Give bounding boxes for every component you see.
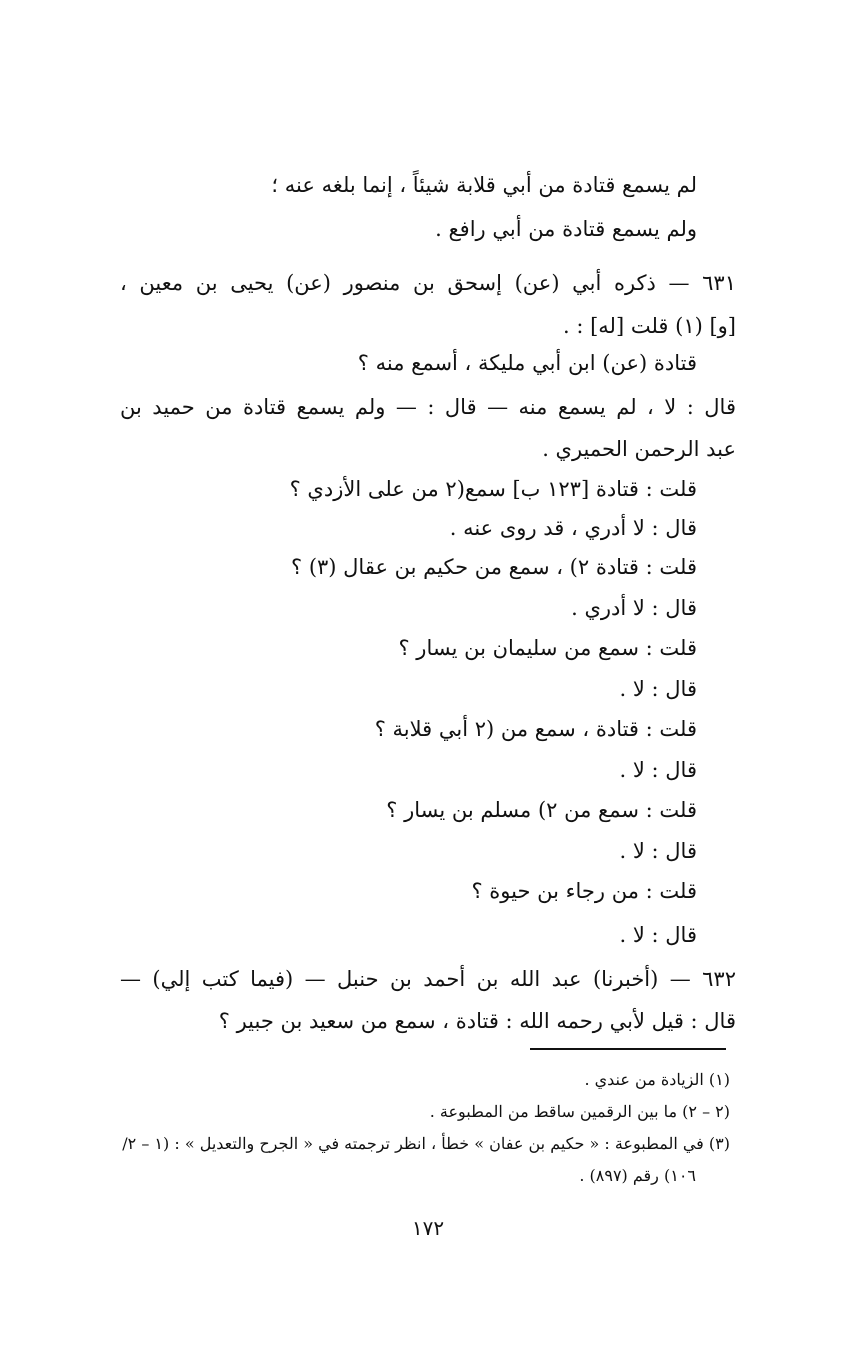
text-line: قال : لا أدري ، قد روى عنه . (449, 516, 697, 540)
footnote-separator (530, 1048, 726, 1050)
text-line: قال : لا ، لم يسمع منه — قال : — ولم يسمع قتادة من حميد بن (120, 395, 736, 419)
entry-632-heading: ٦٣٢ — (أخبرنا) عبد الله بن أحمد بن حنبل — (فيما كتب إلي) — (120, 967, 736, 991)
text-line: لم يسمع قتادة من أبي قلابة شيئاً ، إنما بلغه عنه ؛ (271, 173, 697, 197)
text-line: قال : لا . (619, 923, 697, 947)
footnote-3-continuation: ١٠٦) رقم (٨٩٧) . (579, 1166, 696, 1185)
entry-631-heading: ٦٣١ — ذكره أبي (عن) إسحق بن منصور (عن) يحيى بن معين ، (120, 271, 736, 295)
text-line: قلت : من رجاء بن حيوة ؟ (471, 879, 697, 903)
text-line: قال : قيل لأبي رحمه الله : قتادة ، سمع من سعيد بن جبير ؟ (218, 1009, 736, 1033)
page-number: ١٧٢ (411, 1216, 445, 1240)
text-line: قال : لا . (619, 839, 697, 863)
text-line: [و] (١) قلت [له] : . (563, 314, 736, 338)
text-line: قلت : سمع من سليمان بن يسار ؟ (398, 636, 697, 660)
text-line: قتادة (عن) ابن أبي مليكة ، أسمع منه ؟ (357, 351, 697, 375)
footnote-1: (١) الزيادة من عندي . (584, 1070, 730, 1089)
text-line: قال : لا . (619, 677, 697, 701)
text-line: قلت : سمع من ٢) مسلم بن يسار ؟ (386, 798, 697, 822)
text-line: قلت : قتادة ٢) ، سمع من حكيم بن عقال (٣) ؟ (291, 555, 697, 579)
text-line: قال : لا . (619, 758, 697, 782)
text-line: قلت : قتادة ، سمع من (٢ أبي قلابة ؟ (374, 717, 697, 741)
text-line: قلت : قتادة [١٢٣ ب] سمع(٢ من على الأزدي ؟ (289, 477, 697, 501)
text-line: ولم يسمع قتادة من أبي رافع . (435, 217, 697, 241)
footnote-2: (٢ – ٢) ما بين الرقمين ساقط من المطبوعة . (429, 1102, 730, 1121)
text-line: قال : لا أدري . (571, 596, 697, 620)
text-line: عبد الرحمن الحميري . (542, 437, 736, 461)
footnote-3: (٣) في المطبوعة : « حكيم بن عفان » خطأ ، انظر ترجمته في « الجرح والتعديل » : (١ – ٢/ (122, 1134, 730, 1153)
